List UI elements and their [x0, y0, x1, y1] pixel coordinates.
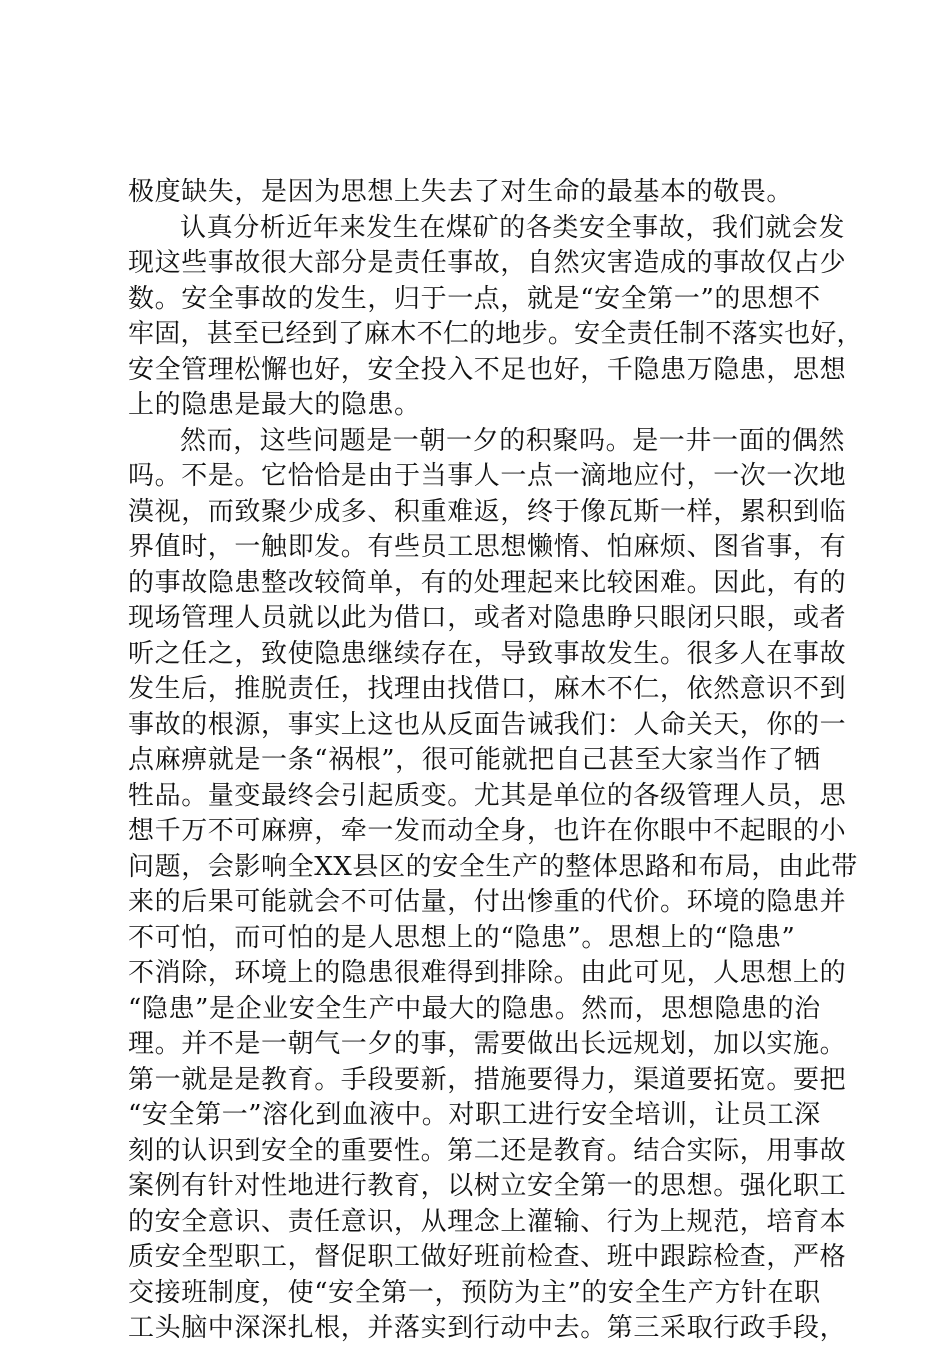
text-line: 来的后果可能就会不可估量，付出惨重的代价。环境的隐患并	[128, 887, 847, 917]
text-line: 极度缺失，是因为思想上失去了对生命的最基本的敬畏。	[128, 177, 794, 207]
text-line: 理。并不是一朝气一夕的事，需要做出长远规划，加以实施。	[128, 1029, 847, 1059]
body-text	[128, 175, 863, 1347]
paragraph-start-line: 认真分析近年来发生在煤矿的各类安全事故，我们就会发	[180, 212, 846, 243]
text-line: 上的隐患是最大的隐患。	[128, 390, 421, 420]
text-line: 工头脑中深深扎根，并落实到行动中去。第三采取行政手段，	[128, 1313, 847, 1343]
text-line: 点麻痹就是一条“祸根”，很可能就把自己甚至大家当作了牺	[128, 745, 821, 775]
text-line: 安全管理松懈也好，安全投入不足也好，千隐患万隐患，思想	[128, 354, 847, 385]
text-line: 牢固，甚至已经到了麻木不仁的地步。安全责任制不落实也好，	[128, 319, 863, 349]
text-line: 数。安全事故的发生，归于一点，就是“安全第一”的思想不	[128, 283, 821, 314]
text-line: 想千万不可麻痹，牵一发而动全身，也许在你眼中不起眼的小	[128, 816, 847, 846]
text-line: 的安全意识、责任意识，从理念上灌输、行为上规范，培育本	[128, 1206, 847, 1237]
text-line: 事故的根源，事实上这也从反面告诫我们：人命关天，你的一	[128, 709, 847, 740]
text-line: 问题，会影响全XX县区的安全生产的整体思路和布局，由此带	[128, 851, 858, 882]
text-line: 不消除，环境上的隐患很难得到排除。由此可见，人思想上的	[128, 958, 847, 988]
text-line: 的事故隐患整改较简单，有的处理起来比较困难。因此，有的	[128, 567, 847, 598]
paragraph-start-line: 然而，这些问题是一朝一夕的积聚吗。是一井一面的偶然	[180, 425, 846, 456]
text-line: 听之任之，致使隐患继续存在，导致事故发生。很多人在事故	[128, 638, 847, 669]
text-line: 交接班制度，使“安全第一，预防为主”的安全生产方针在职	[128, 1277, 821, 1308]
text-line: 界值时，一触即发。有些员工思想懒惰、怕麻烦、图省事，有	[128, 532, 847, 562]
text-line: 第一就是是教育。手段要新，措施要得力，渠道要拓宽。要把	[128, 1064, 847, 1095]
text-line: 刻的认识到安全的重要性。第二还是教育。结合实际，用事故	[128, 1135, 847, 1166]
text-line: 质安全型职工，督促职工做好班前检查、班中跟踪检查，严格	[128, 1242, 847, 1272]
text-line: 不可怕，而可怕的是人思想上的“隐患”。思想上的“隐患”	[128, 922, 796, 953]
text-line: “安全第一”溶化到血液中。对职工进行安全培训，让员工深	[128, 1100, 821, 1130]
text-line: 漠视，而致聚少成多、积重难返，终于像瓦斯一样，累积到临	[128, 496, 847, 527]
text-line: 案例有针对性地进行教育，以树立安全第一的思想。强化职工	[128, 1171, 847, 1201]
text-line: 现这些事故很大部分是责任事故，自然灾害造成的事故仅占少	[128, 248, 847, 278]
text-line: 牲品。量变最终会引起质变。尤其是单位的各级管理人员，思	[128, 780, 847, 811]
text-line: 吗。不是。它恰恰是由于当事人一点一滴地应付，一次一次地	[128, 461, 847, 491]
text-line: 现场管理人员就以此为借口，或者对隐患睁只眼闭只眼，或者	[128, 603, 847, 633]
text-line: 发生后，推脱责任，找理由找借口，麻木不仁，依然意识不到	[128, 674, 847, 704]
text-line: “隐患”是企业安全生产中最大的隐患。然而，思想隐患的治	[128, 993, 821, 1024]
